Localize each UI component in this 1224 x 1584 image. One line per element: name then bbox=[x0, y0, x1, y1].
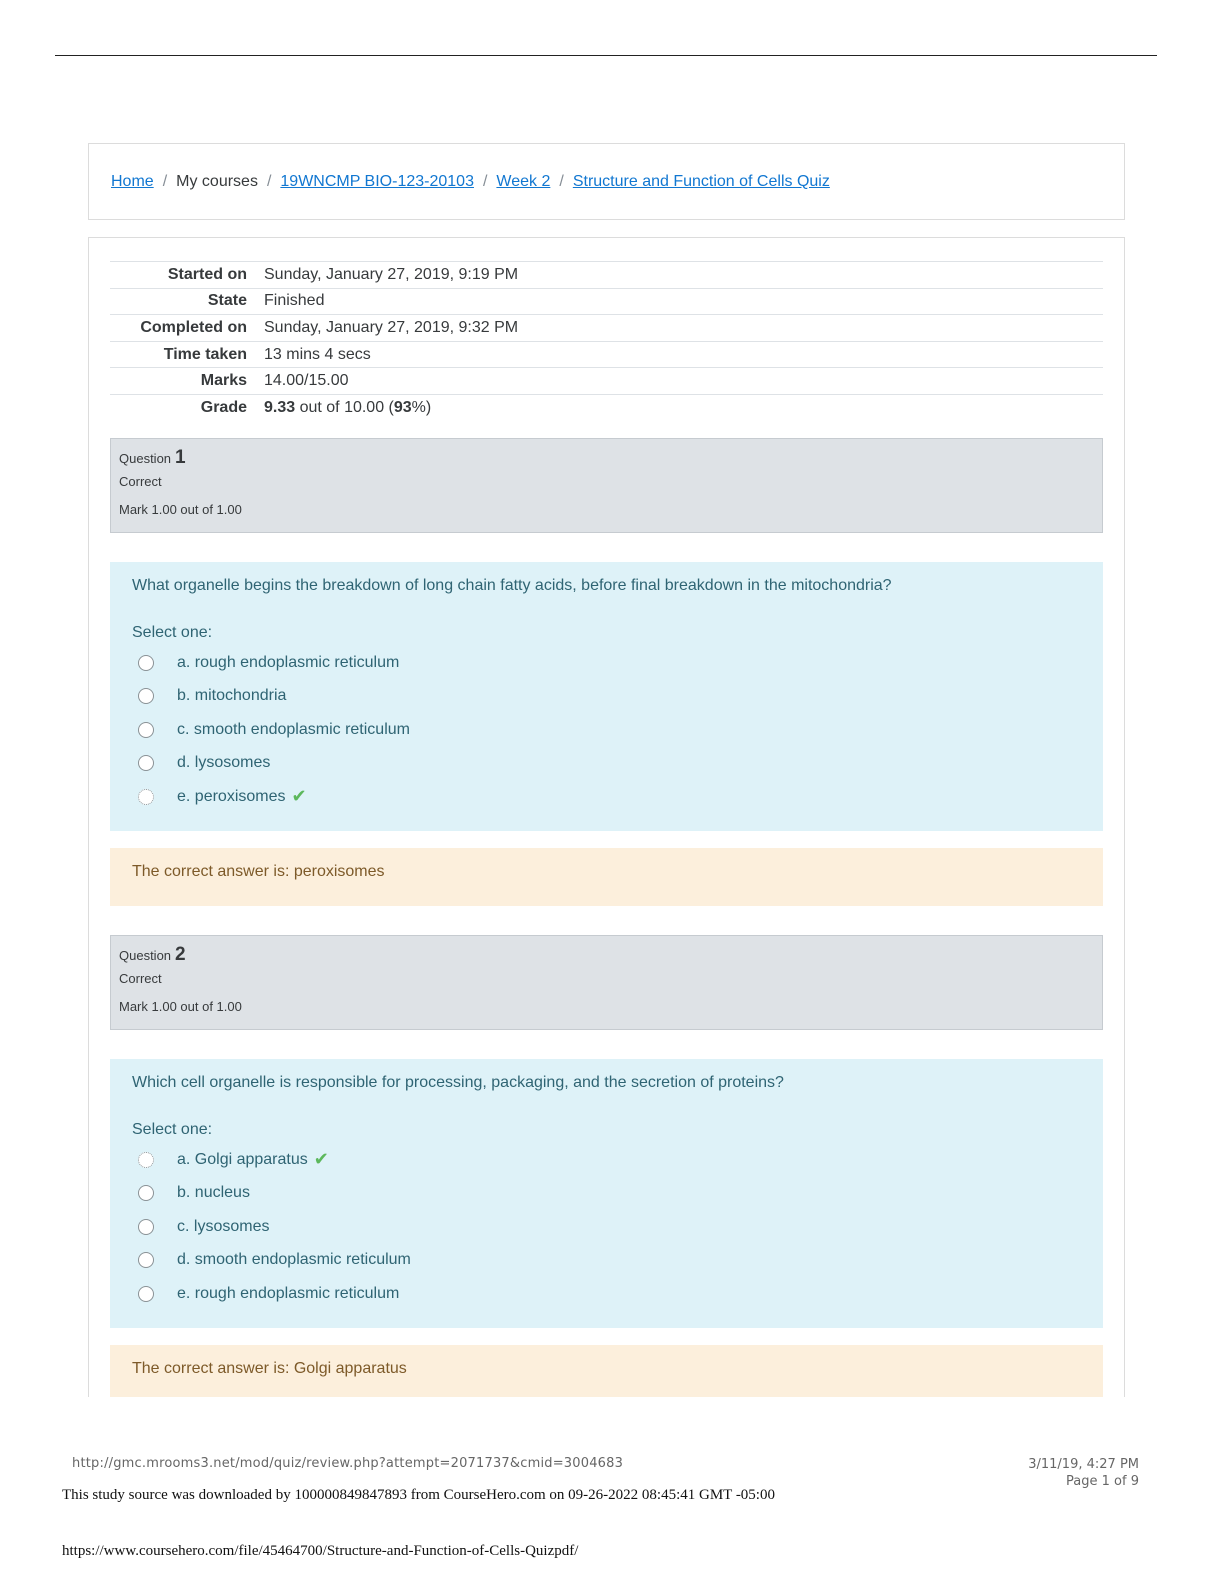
summary-row-grade bbox=[110, 394, 1103, 421]
question-number: 2 bbox=[175, 944, 186, 965]
answer-label: e. rough endoplasmic reticulum bbox=[177, 1284, 400, 1302]
breadcrumb-week-link[interactable]: Week 2 bbox=[496, 173, 551, 190]
breadcrumb-separator: / bbox=[559, 173, 564, 190]
time-label: Time taken bbox=[163, 345, 247, 363]
answer-option[interactable] bbox=[132, 780, 1081, 814]
answer-label: d. lysosomes bbox=[177, 754, 271, 772]
radio-button[interactable] bbox=[138, 789, 154, 805]
radio-button[interactable] bbox=[138, 1219, 154, 1235]
question-2-formulation bbox=[110, 1059, 1103, 1328]
question-text: Which cell organelle is responsible for processing, packaging, and the secretion of proteins? bbox=[132, 1074, 784, 1091]
footer-page-url: http://gmc.mrooms3.net/mod/quiz/review.php?attempt=2071737&cmid=3004683 bbox=[72, 1456, 624, 1471]
question-2-outcome bbox=[110, 1345, 1103, 1397]
select-one-prompt: Select one: bbox=[132, 624, 213, 641]
radio-button[interactable] bbox=[138, 1252, 154, 1268]
grade-end: %) bbox=[411, 399, 432, 417]
check-icon: ✔ bbox=[291, 786, 307, 807]
answer-option[interactable] bbox=[132, 713, 1081, 747]
answer-label: c. smooth endoplasmic reticulum bbox=[177, 720, 410, 738]
attempt-summary-table bbox=[110, 261, 1103, 421]
time-value: 13 mins 4 secs bbox=[264, 345, 371, 363]
answer-label: e. peroxisomes bbox=[177, 787, 286, 805]
question-label: Question bbox=[119, 948, 172, 963]
grade-percent: 93 bbox=[393, 399, 412, 417]
grade-middle: out of 10.00 ( bbox=[295, 399, 394, 417]
radio-button[interactable] bbox=[138, 1185, 154, 1201]
radio-button[interactable] bbox=[138, 688, 154, 704]
grade-label: Grade bbox=[200, 399, 247, 417]
question-state: Correct bbox=[119, 474, 162, 489]
answer-label: b. nucleus bbox=[177, 1184, 250, 1202]
summary-row-time bbox=[110, 341, 1103, 368]
answer-option[interactable] bbox=[132, 1177, 1081, 1211]
state-label: State bbox=[207, 292, 247, 310]
answer-label: a. rough endoplasmic reticulum bbox=[177, 653, 400, 671]
correct-answer-text: The correct answer is: peroxisomes bbox=[132, 863, 385, 880]
quiz-review-card bbox=[88, 237, 1125, 1397]
started-value: Sunday, January 27, 2019, 9:19 PM bbox=[264, 265, 519, 283]
breadcrumb-separator: / bbox=[482, 173, 488, 190]
question-number: 1 bbox=[175, 447, 186, 468]
radio-button[interactable] bbox=[138, 722, 154, 738]
radio-button[interactable] bbox=[138, 755, 154, 771]
radio-button[interactable] bbox=[138, 1152, 154, 1168]
answer-label: b. mitochondria bbox=[177, 687, 287, 705]
breadcrumb-card bbox=[88, 143, 1125, 220]
answer-option[interactable] bbox=[132, 646, 1081, 680]
question-grade: Mark 1.00 out of 1.00 bbox=[119, 999, 242, 1014]
breadcrumb-course-link[interactable]: 19WNCMP BIO-123-20103 bbox=[280, 173, 474, 190]
state-value: Finished bbox=[264, 292, 325, 310]
top-rule bbox=[55, 55, 1157, 56]
answer-label: a. Golgi apparatus bbox=[177, 1150, 308, 1168]
breadcrumb-quiz-link[interactable]: Structure and Function of Cells Quiz bbox=[572, 173, 830, 190]
correct-answer-text: The correct answer is: Golgi apparatus bbox=[132, 1360, 407, 1377]
started-label: Started on bbox=[167, 265, 247, 283]
grade-score: 9.33 bbox=[264, 399, 296, 417]
question-grade: Mark 1.00 out of 1.00 bbox=[119, 502, 242, 517]
download-watermark: This study source was downloaded by 100000849847893 from CourseHero.com on 09-26-2022 08:45:41 GMT -05:00 bbox=[62, 1487, 775, 1503]
answer-option[interactable] bbox=[132, 1143, 1081, 1177]
answer-option[interactable] bbox=[132, 1210, 1081, 1244]
breadcrumb-home-link[interactable]: Home bbox=[111, 173, 154, 190]
footer-print-info bbox=[1028, 1456, 1139, 1490]
completed-label: Completed on bbox=[140, 318, 247, 336]
radio-button[interactable] bbox=[138, 1286, 154, 1302]
summary-row-marks bbox=[110, 368, 1103, 395]
breadcrumb bbox=[111, 173, 830, 191]
question-1-formulation bbox=[110, 562, 1103, 831]
breadcrumb-my-courses: My courses bbox=[176, 173, 258, 190]
answer-option[interactable] bbox=[132, 1244, 1081, 1278]
footer-datetime: 3/11/19, 4:27 PM bbox=[1028, 1457, 1139, 1472]
answer-option[interactable] bbox=[132, 747, 1081, 781]
question-1-info bbox=[110, 438, 1103, 533]
footer-page-number: Page 1 of 9 bbox=[1066, 1474, 1139, 1489]
source-url: https://www.coursehero.com/file/45464700/Structure-and-Function-of-Cells-Quizpdf/ bbox=[62, 1543, 579, 1559]
check-icon: ✔ bbox=[313, 1149, 329, 1170]
grade-value bbox=[264, 394, 1103, 421]
answer-label: d. smooth endoplasmic reticulum bbox=[177, 1251, 411, 1269]
summary-row-state bbox=[110, 288, 1103, 315]
radio-button[interactable] bbox=[138, 655, 154, 671]
breadcrumb-separator: / bbox=[162, 173, 168, 190]
summary-row-completed bbox=[110, 315, 1103, 342]
question-1-outcome bbox=[110, 848, 1103, 906]
answer-option[interactable] bbox=[132, 680, 1081, 714]
completed-value: Sunday, January 27, 2019, 9:32 PM bbox=[264, 318, 519, 336]
breadcrumb-separator: / bbox=[266, 173, 272, 190]
question-2-info bbox=[110, 935, 1103, 1030]
marks-label: Marks bbox=[200, 372, 247, 390]
answer-option[interactable] bbox=[132, 1277, 1081, 1311]
question-state: Correct bbox=[119, 971, 162, 986]
marks-value: 14.00/15.00 bbox=[264, 372, 349, 390]
answer-label: c. lysosomes bbox=[177, 1217, 270, 1235]
question-text: What organelle begins the breakdown of long chain fatty acids, before final breakdown in the mitochondria? bbox=[132, 577, 892, 594]
question-label: Question bbox=[119, 451, 172, 466]
summary-row-started bbox=[110, 262, 1103, 289]
select-one-prompt: Select one: bbox=[132, 1121, 213, 1138]
